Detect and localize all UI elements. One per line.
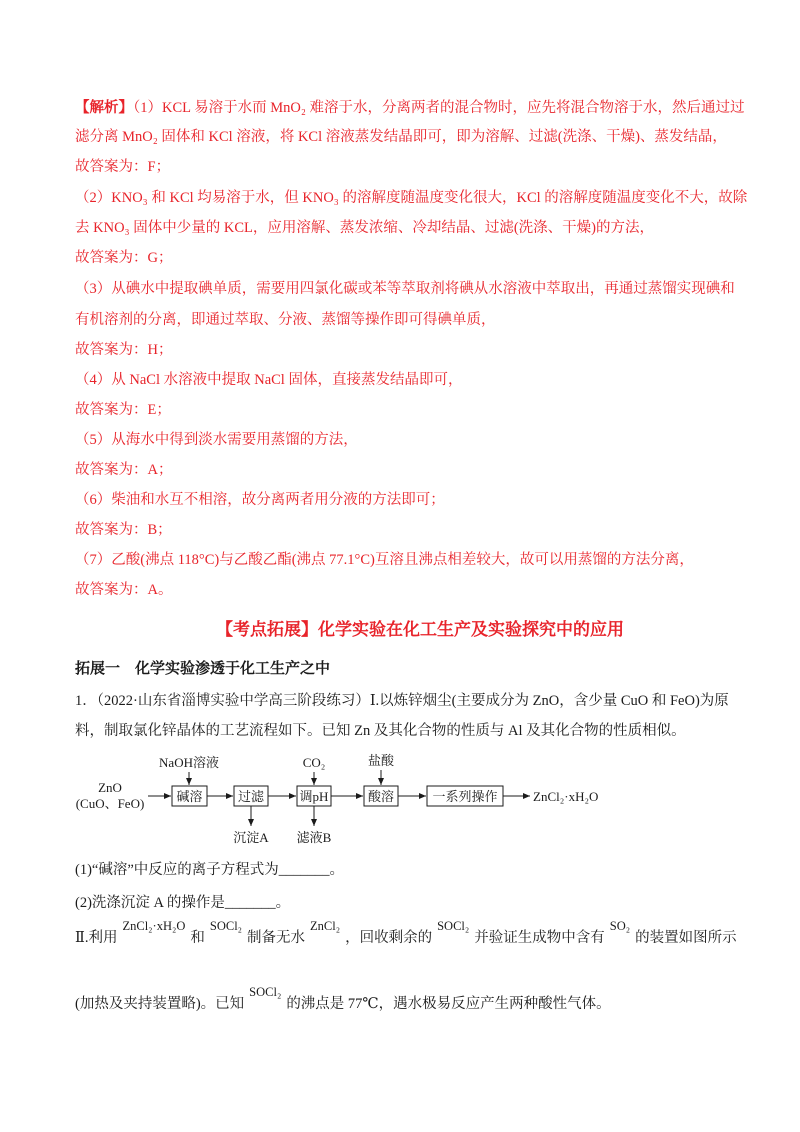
formula: SOCl₂ xyxy=(249,985,282,999)
flow-box-label: 调pH xyxy=(299,789,329,804)
flow-box-label: 酸溶 xyxy=(367,789,395,804)
analysis-answer-2: 故答案为：G； xyxy=(75,250,173,266)
analysis-line-8: 有机溶剂的分离，即通过萃取、分液、蒸馏等操作即可得碘单质， xyxy=(75,312,496,328)
flow-product: ZnCl₂·xH₂O xyxy=(533,789,599,804)
sub-question-1: (1)“碱溶”中反应的离子方程式为_______。 xyxy=(75,862,345,878)
question-intro-line-2: 料，制取氯化锌晶体的工艺流程如下。已知 Zn 及其化合物的性质与 Al 及其化合物的性质相似。 xyxy=(75,723,686,739)
subsection-heading: 拓展一 化学实验渗透于化工生产之中 xyxy=(75,659,331,677)
flow-start-main: ZnO xyxy=(98,780,122,795)
text-segment: (加热及夹持装置略)。已知 xyxy=(75,996,245,1012)
flow-box-label: 碱溶 xyxy=(176,789,203,804)
analysis-answer-6: 故答案为：B； xyxy=(75,522,172,538)
text-segment: 的装置如图所示 xyxy=(635,930,737,946)
sub-question-2: (2)洗涤沉淀 A 的操作是_______。 xyxy=(75,895,291,911)
flow-step-acid-dissolve xyxy=(364,753,398,806)
text-segment: 和 xyxy=(190,930,205,946)
text-segment: ，回收剩余的 xyxy=(345,930,433,946)
section-heading: 【考点拓展】化学实验在化工生产及实验探究中的应用 xyxy=(216,620,624,640)
flow-output-label: 滤液B xyxy=(296,830,332,845)
text-segment: Ⅱ.利用 xyxy=(75,930,118,946)
analysis-label: 【解析】 xyxy=(75,100,133,116)
analysis-line-16: （7）乙酸(沸点 118°C)与乙酸乙酯(沸点 77.1°C)互溶且沸点相差较大，故可以用蒸馏的方法分离， xyxy=(75,552,694,568)
flow-step-series-operations xyxy=(427,786,503,806)
text-segment: 的沸点是 77℃，遇水极易反应产生两种酸性气体。 xyxy=(286,996,611,1012)
text-segment: 制备无水 xyxy=(247,930,306,946)
analysis-line-1 xyxy=(75,100,745,116)
part2-line-2 xyxy=(75,985,611,1012)
analysis-line-5: 去 KNO₃ 固体中少量的 KCL，应用溶解、蒸发浓缩、冷却结晶、过滤(洗涤、干燥)的方法， xyxy=(75,220,654,236)
text-segment: 并验证生成物中含有 xyxy=(474,930,605,946)
analysis-answer-5: 故答案为：A； xyxy=(75,462,173,478)
flow-step-filter xyxy=(233,786,269,845)
question-intro-line-1: 1．（2022·山东省淄博实验中学高三阶段练习）Ⅰ.以炼锌烟尘(主要成分为 ZnO，含少量 CuO 和 FeO)为原 xyxy=(75,693,729,709)
formula: ZnCl₂·xH₂O xyxy=(122,919,186,933)
flow-input-label: NaOH溶液 xyxy=(159,755,219,770)
formula: SOCl₂ xyxy=(209,919,243,933)
flow-input-label: 盐酸 xyxy=(367,753,395,768)
flow-box-label: 一系列操作 xyxy=(432,789,498,804)
flow-start-impurities: (CuO、FeO) xyxy=(75,796,145,811)
analysis-answer-7: 故答案为：A。 xyxy=(75,582,173,598)
flow-box-label: 过滤 xyxy=(237,789,265,804)
analysis-line-7: （3）从碘水中提取碘单质，需要用四氯化碳或苯等萃取剂将碘从水溶液中萃取出，再通过蒸馏实现碘和 xyxy=(75,281,735,297)
analysis-line-14: （6）柴油和水互不相溶，故分离两者用分液的方法即可； xyxy=(75,492,445,508)
part2-line-1 xyxy=(75,919,737,946)
flow-step-adjust-ph xyxy=(297,755,332,845)
flow-output-label: 沉淀A xyxy=(233,830,269,845)
formula: ZnCl₂ xyxy=(310,919,341,933)
analysis-line-2: 滤分离 MnO₂ 固体和 KCl 溶液，将 KCl 溶液蒸发结晶即可，即为溶解、过滤(洗涤、干燥)、蒸发结晶， xyxy=(75,129,727,145)
analysis-answer-1: 故答案为：F； xyxy=(75,159,171,175)
process-flowchart xyxy=(0,745,800,850)
analysis-answer-3: 故答案为：H； xyxy=(75,342,173,358)
formula: SOCl₂ xyxy=(437,919,470,933)
analysis-line-10: （4）从 NaCl 水溶液中提取 NaCl 固体，直接蒸发结晶即可， xyxy=(75,372,463,388)
analysis-line-4: （2）KNO₃ 和 KCl 均易溶于水，但 KNO₃ 的溶解度随温度变化很大，KCl 的溶解度随温度变化不大，故除 xyxy=(75,190,748,206)
analysis-answer-4: 故答案为：E； xyxy=(75,402,171,418)
analysis-text: （1）KCL 易溶于水而 MnO₂ 难溶于水，分离两者的混合物时，应先将混合物溶于水，然后通过过 xyxy=(133,100,745,116)
formula: SO₂ xyxy=(609,919,631,933)
analysis-line-12: （5）从海水中得到淡水需要用蒸馏的方法， xyxy=(75,432,358,448)
flow-input-label: CO₂ xyxy=(302,755,326,770)
flow-step-alkali-dissolve xyxy=(159,755,219,806)
